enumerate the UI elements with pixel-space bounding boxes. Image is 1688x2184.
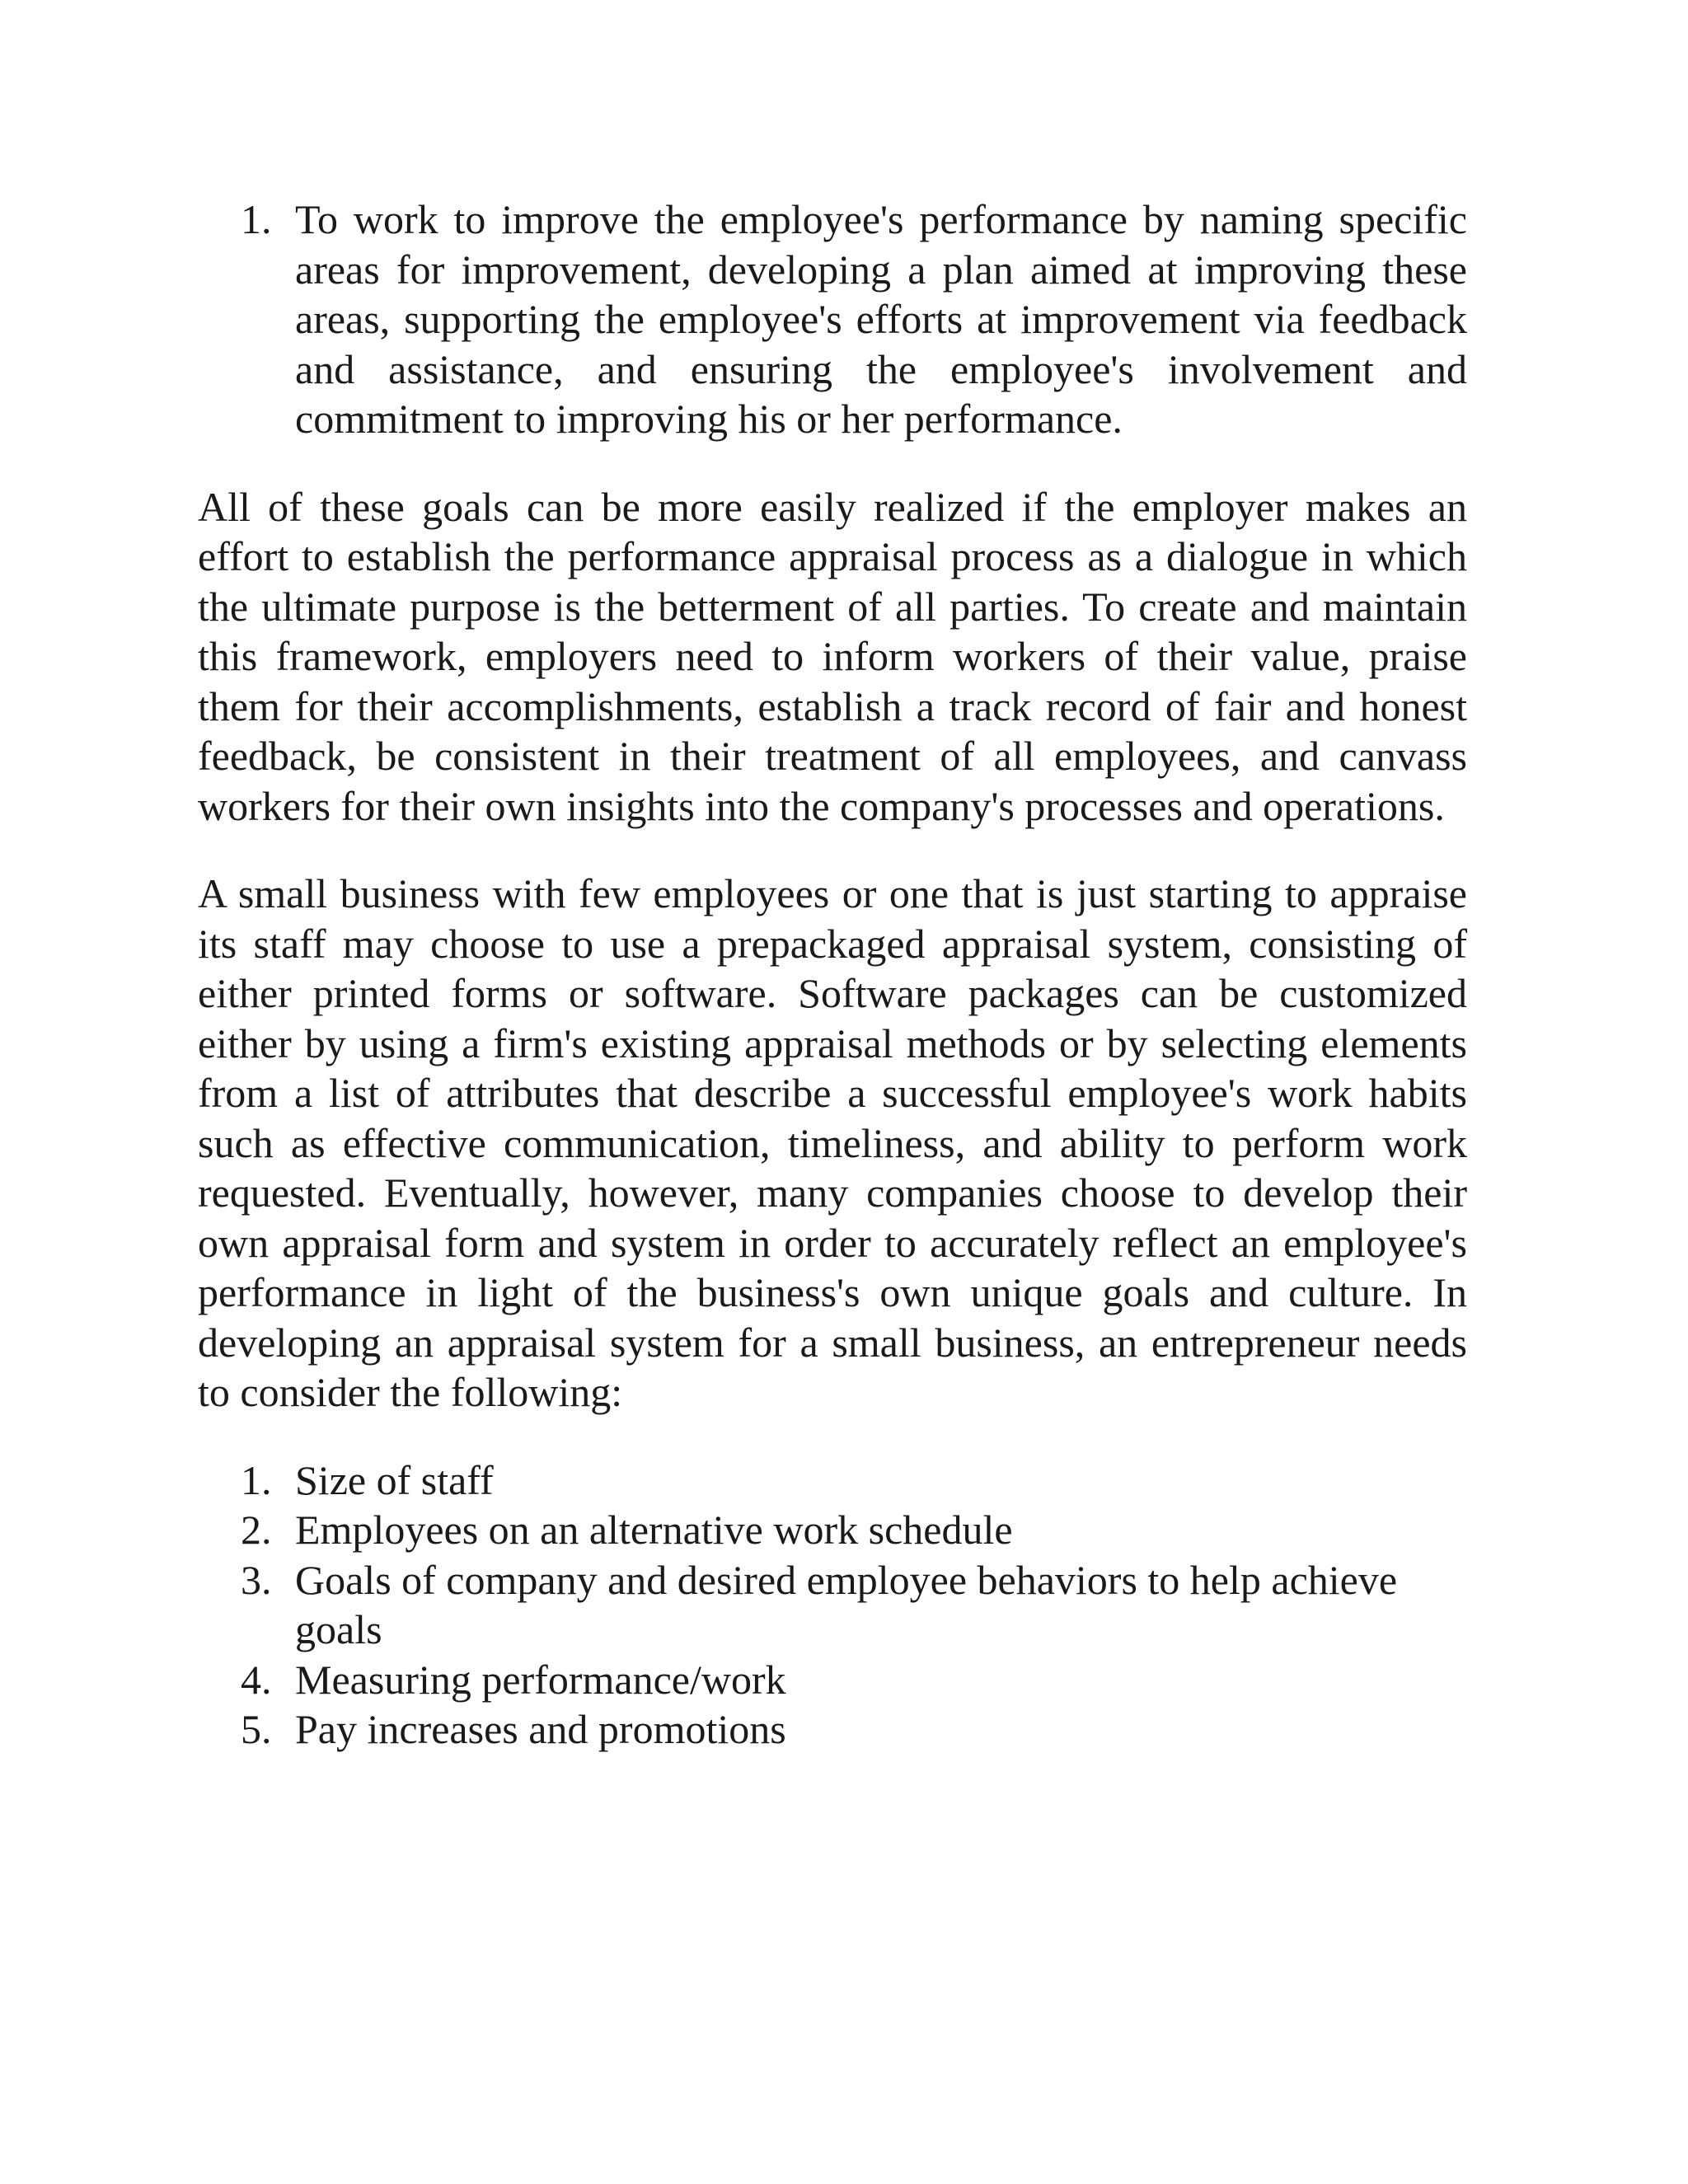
considerations-list xyxy=(198,1455,1467,1755)
list-item-text: Measuring performance/work xyxy=(295,1656,786,1703)
list-item-text: To work to improve the employee's performance by naming specific areas for improvement, developing a plan aimed at improving these areas, supporting the employee's efforts at improvement via feedback and assistance, and ensuring the employee's involvement and commitment to improving his or her performance. xyxy=(295,196,1467,442)
list-item-number: 1. xyxy=(241,196,272,242)
list-item xyxy=(198,1455,1467,1506)
list-item xyxy=(198,1555,1467,1655)
list-item-text: Size of staff xyxy=(295,1456,494,1503)
list-item-number: 1. xyxy=(241,1456,272,1503)
list-item xyxy=(198,1655,1467,1705)
list-item xyxy=(198,1505,1467,1555)
goals-list xyxy=(198,194,1467,444)
document-page xyxy=(198,194,1467,1793)
list-item-number: 2. xyxy=(241,1507,272,1553)
list-item-number: 4. xyxy=(241,1656,272,1703)
paragraph-dialogue: All of these goals can be more easily realized if the employer makes an effort to establish the performance appraisal process as a dialogue in which the ultimate purpose is the betterment of all parties. To create and maintain this framework, employers need to inform workers of their value, praise them for their accomplishments, establish a track record of fair and honest feedback, be consistent in their treatment of all employees, and canvass workers for their own insights into the company's processes and operations. xyxy=(198,483,1467,829)
list-item xyxy=(198,194,1467,444)
list-item-text: Pay increases and promotions xyxy=(295,1706,786,1752)
list-item-text: Employees on an alternative work schedule xyxy=(295,1507,1013,1553)
list-item-number: 5. xyxy=(241,1706,272,1752)
list-item xyxy=(198,1704,1467,1755)
list-item-text: Goals of company and desired employee behaviors to help achieve goals xyxy=(295,1556,1398,1652)
paragraph-small-business: A small business with few employees or one that is just starting to appraise its staff may choose to use a prepackaged appraisal system, consisting of either printed forms or software. Software packages can be customized either by using a firm's existing appraisal methods or by selecting elements from a list of attributes that describe a successful employee's work habits such as effective communication, timeliness, and ability to perform work requested. Eventually, however, many companies choose to develop their own appraisal form and system in order to accurately reflect an employee's performance in light of the business's own unique goals and culture. In developing an appraisal system for a small business, an entrepreneur needs to consider the following: xyxy=(198,870,1467,1415)
list-item-number: 3. xyxy=(241,1556,272,1603)
